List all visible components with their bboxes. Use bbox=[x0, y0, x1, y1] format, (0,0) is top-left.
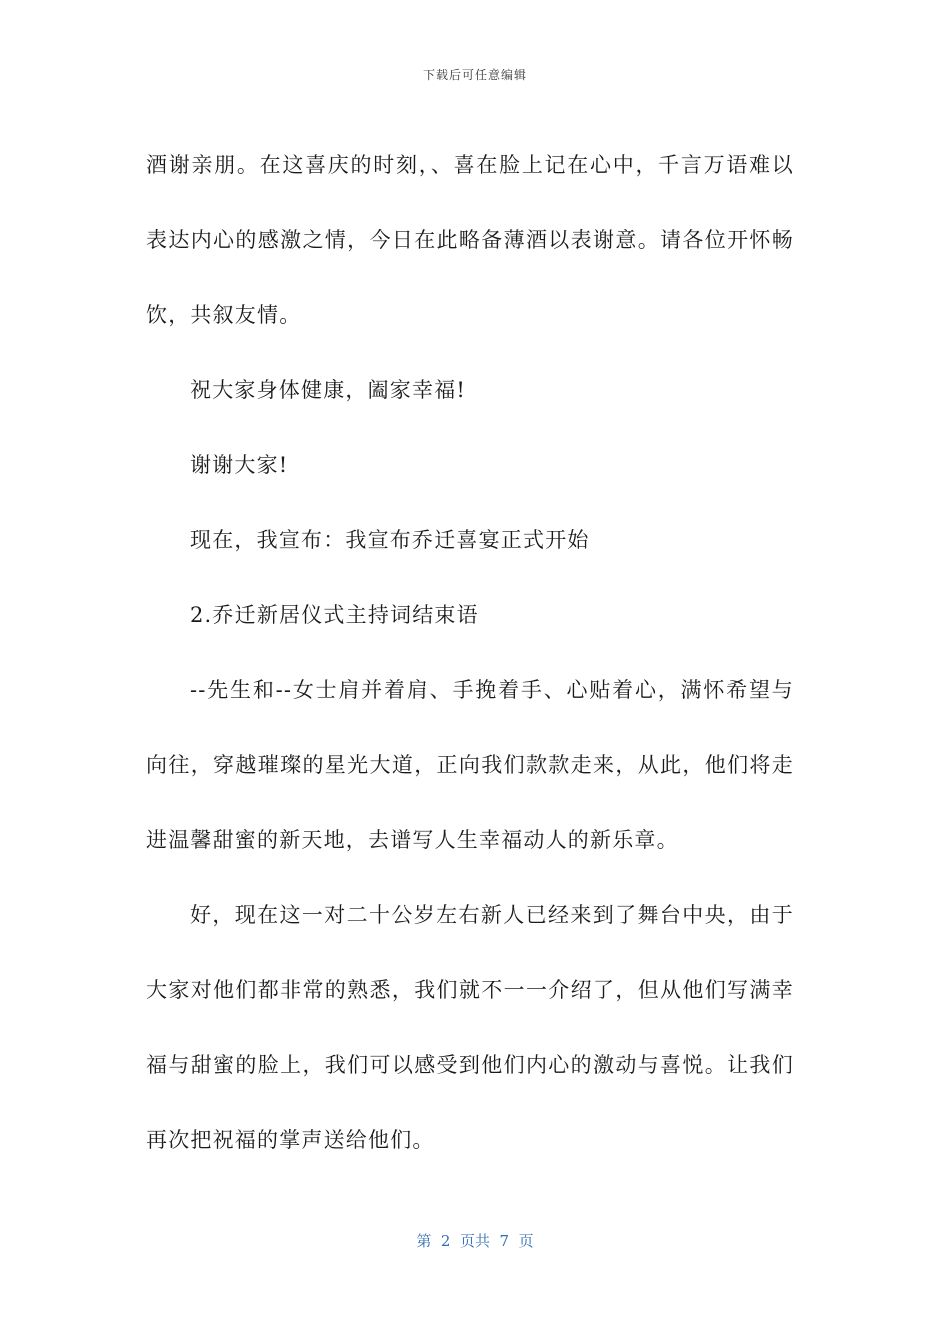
paragraph-3: 谢谢大家! bbox=[190, 453, 289, 477]
page-number-footer: 第 2 页共 7 页 bbox=[416, 1232, 534, 1250]
paragraph-6: 好，现在这一对二十公岁左右新人已经来到了舞台中央，由于大家对他们都非常的熟悉，我们就不一一介绍了，但从他们写满幸福与甜蜜的脸上，我们可以感受到他们内心的激动与喜悦。让我们再次把祝福的掌声送给他们。 bbox=[146, 903, 794, 1152]
section-heading: 2.乔迁新居仪式主持词结束语 bbox=[190, 603, 479, 627]
document-body bbox=[146, 128, 794, 1178]
paragraph-1: 酒谢亲朋。在这喜庆的时刻，、喜在脸上记在心中，千言万语难以表达内心的感激之情，今日在此略备薄酒以表谢意。请各位开怀畅饮，共叙友情。 bbox=[146, 153, 794, 327]
paragraph-5: --先生和--女士肩并着肩、手挽着手、心贴着心，满怀希望与向往，穿越璀璨的星光大道，正向我们款款走来，从此，他们将走进温馨甜蜜的新天地，去谱写人生幸福动人的新乐章。 bbox=[146, 678, 794, 852]
paragraph-2: 祝大家身体健康，阖家幸福! bbox=[190, 378, 467, 402]
page-header-note: 下载后可任意编辑 bbox=[422, 68, 527, 82]
paragraph-4: 现在，我宣布：我宣布乔迁喜宴正式开始 bbox=[190, 528, 590, 552]
